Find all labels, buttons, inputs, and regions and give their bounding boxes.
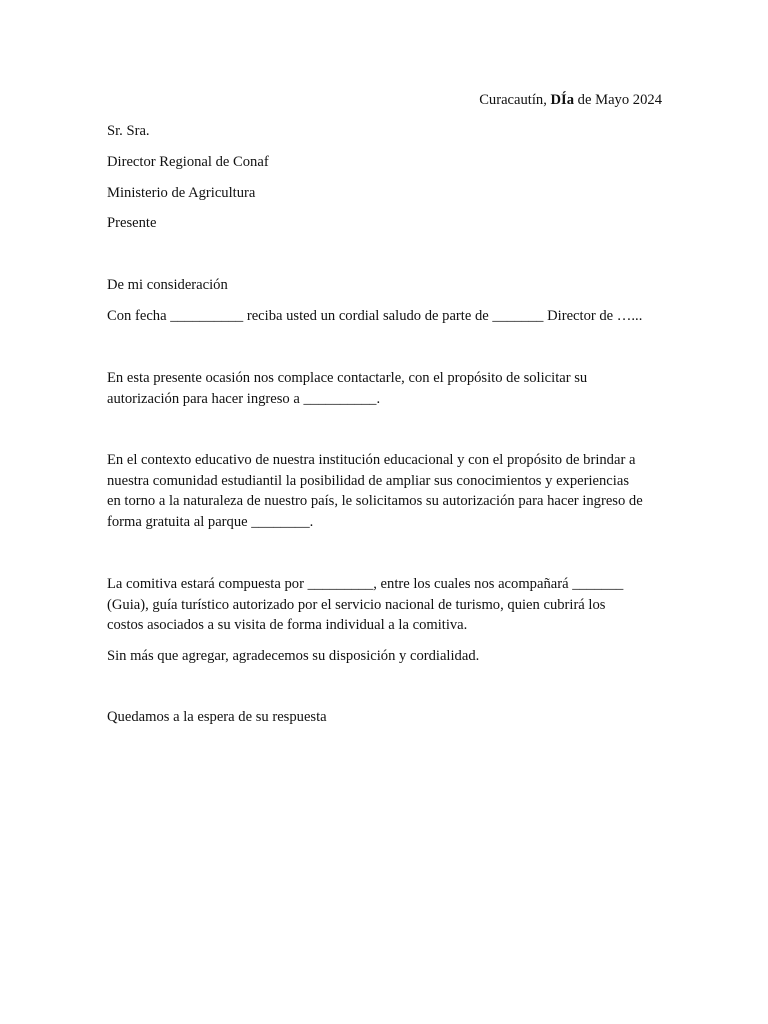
recipient-ministry: Ministerio de Agricultura: [107, 185, 256, 201]
paragraph-line: costos asociados a su visita de forma individual a la comitiva.: [107, 617, 468, 633]
date-prefix: Curacautín,: [479, 92, 551, 108]
paragraph-comitiva: [107, 574, 667, 636]
date-suffix: de Mayo 2024: [574, 92, 662, 108]
date-line: [479, 90, 662, 111]
recipient-title: Director Regional de Conaf: [107, 154, 269, 170]
paragraph-line: nuestra comunidad estudiantil la posibilidad de ampliar sus conocimientos y experiencias: [107, 472, 629, 489]
paragraph-context: [107, 450, 667, 532]
paragraph-line: forma gratuita al parque ________.: [107, 513, 314, 530]
paragraph-line: La comitiva estará compuesta por _________, entre los cuales nos acompañará _______: [107, 576, 624, 592]
closing-line: Quedamos a la espera de su respuesta: [107, 709, 327, 725]
recipient-salutation: Sr. Sra.: [107, 123, 150, 139]
paragraph-line: autorización para hacer ingreso a __________.: [107, 390, 381, 407]
paragraph-line: (Guia), guía turístico autorizado por el servicio nacional de turismo, quien cubrirá los: [107, 596, 606, 613]
paragraph-line: En esta presente ocasión nos complace contactarle, con el propósito de solicitar su: [107, 370, 588, 386]
intro-line: Con fecha __________ reciba usted un cordial saludo de parte de _______ Director de …...: [107, 308, 643, 324]
recipient-presente: Presente: [107, 215, 157, 231]
greeting: De mi consideración: [107, 277, 228, 293]
paragraph-line: en torno a la naturaleza de nuestro país, le solicitamos su autorización para hacer ingreso de: [107, 493, 643, 509]
paragraph-request: [107, 368, 667, 409]
date-day-placeholder: DÍa: [550, 92, 575, 108]
thanks-line: Sin más que agregar, agradecemos su disposición y cordialidad.: [107, 648, 480, 664]
paragraph-line: En el contexto educativo de nuestra institución educacional y con el propósito de brindar a: [107, 452, 636, 468]
